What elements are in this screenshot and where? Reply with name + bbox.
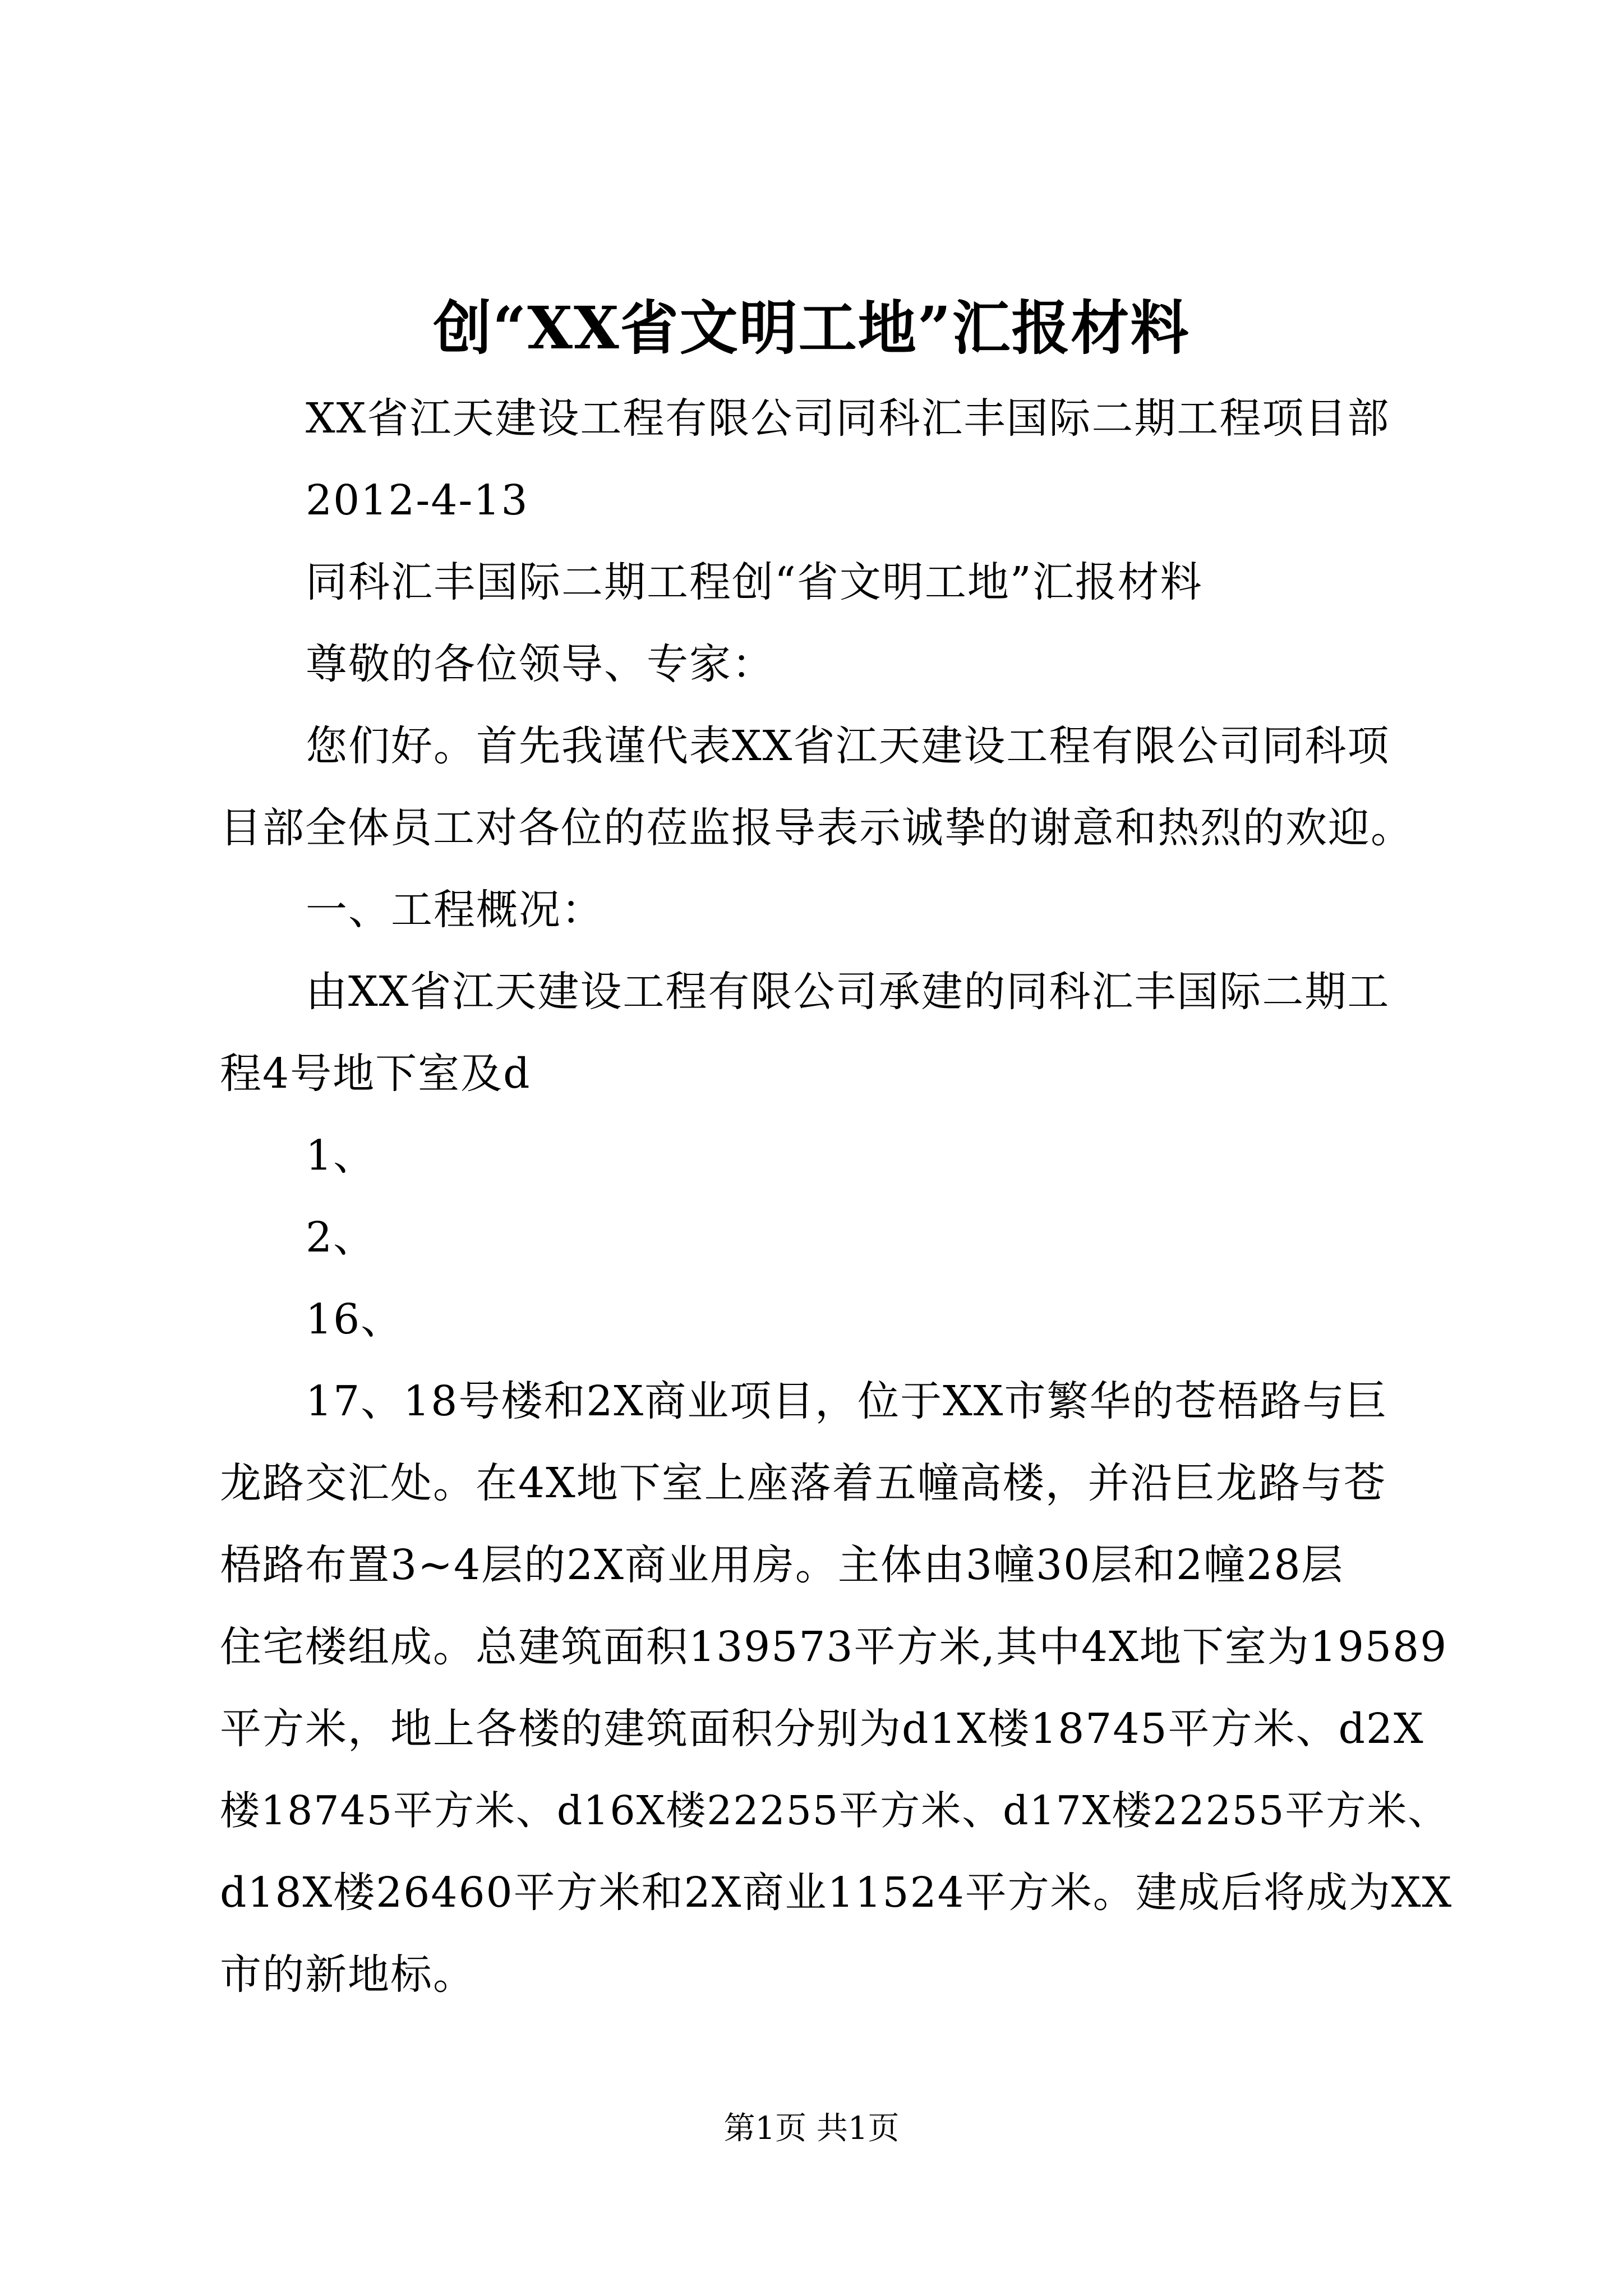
paragraph-line: 市的新地标。 xyxy=(220,1950,476,1999)
paragraph-line: 2012-4-13 xyxy=(306,476,529,524)
paragraph-line: 同科汇丰国际二期工程创“省文明工地”汇报材料 xyxy=(306,558,1203,606)
paragraph-line: 由XX省江天建设工程有限公司承建的同科汇丰国际二期工 xyxy=(306,968,1390,1016)
paragraph-line: 尊敬的各位领导、专家： xyxy=(306,640,774,688)
paragraph-line: 楼18745平方米、d16X楼22255平方米、d17X楼22255平方米、 xyxy=(220,1787,1449,1834)
paragraph-line: XX省江天建设工程有限公司同科汇丰国际二期工程项目部 xyxy=(306,394,1390,443)
paragraph-line: 一、工程概况： xyxy=(306,886,604,934)
paragraph-line: 梧路布置3~4层的2X商业用房。主体由3幢30层和2幢28层 xyxy=(220,1541,1344,1589)
paragraph-line: 2、 xyxy=(306,1213,376,1262)
paragraph-line: 1、 xyxy=(306,1131,376,1180)
paragraph-line: d18X楼26460平方米和2X商业11524平方米。建成后将成为XX xyxy=(220,1869,1453,1917)
paragraph-line: 平方米，地上各楼的建筑面积分别为d1X楼18745平方米、d2X xyxy=(220,1705,1424,1753)
paragraph-line: 住宅楼组成。总建筑面积139573平方米,其中4X地下室为19589 xyxy=(220,1623,1448,1671)
paragraph-line: 程4号地下室及d xyxy=(220,1050,531,1098)
page-footer: 第1页 共1页 xyxy=(723,2110,900,2147)
paragraph-line: 16、 xyxy=(306,1295,404,1343)
paragraph-line: 龙路交汇处。在4X地下室上座落着五幢高楼，并沿巨龙路与苍 xyxy=(220,1459,1386,1507)
paragraph-line: 您们好。首先我谨代表XX省江天建设工程有限公司同科项 xyxy=(306,722,1390,770)
document-title: 创“XX省文明工地”汇报材料 xyxy=(433,293,1190,362)
paragraph-line: 17、18号楼和2X商业项目，位于XX市繁华的苍梧路与巨 xyxy=(306,1377,1388,1425)
paragraph-line: 目部全体员工对各位的莅监报导表示诚挚的谢意和热烈的欢迎。 xyxy=(220,804,1413,852)
